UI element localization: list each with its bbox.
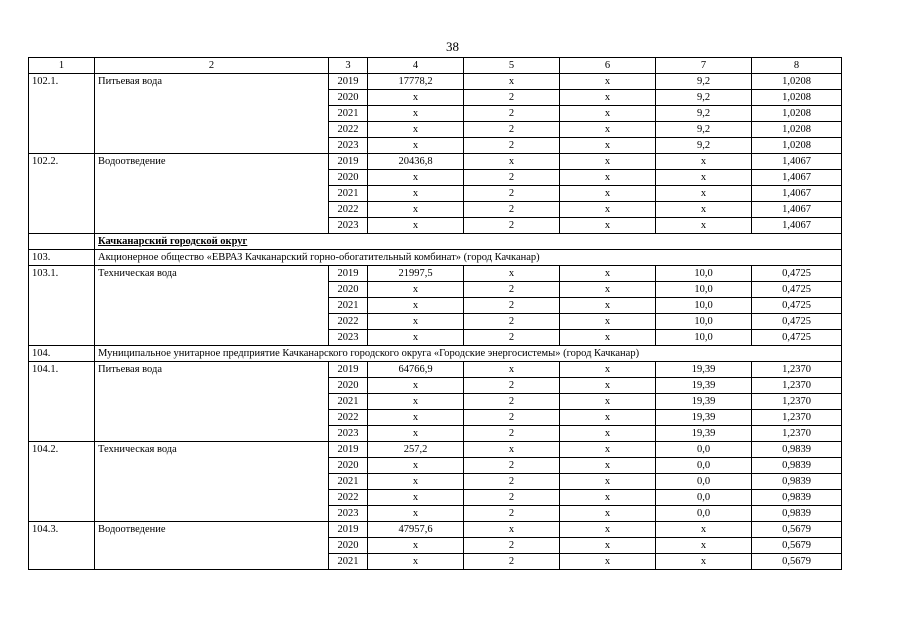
table-cell: x xyxy=(560,202,656,218)
table-cell: 64766,9 xyxy=(368,362,464,378)
table-cell: x xyxy=(560,106,656,122)
table-cell: x xyxy=(560,506,656,522)
table-cell: 10,0 xyxy=(656,266,752,282)
table-body xyxy=(29,58,842,570)
tariff-table xyxy=(28,57,842,570)
organization-row xyxy=(29,250,842,266)
table-cell: 1,0208 xyxy=(752,74,842,90)
item-number xyxy=(29,202,95,218)
table-cell: 1,2370 xyxy=(752,426,842,442)
table-row xyxy=(29,538,842,554)
section-heading-text: Качканарский городской округ xyxy=(98,236,248,247)
table-cell: 2022 xyxy=(329,314,368,330)
column-header: 3 xyxy=(329,58,368,74)
table-cell: 21997,5 xyxy=(368,266,464,282)
table-row xyxy=(29,314,842,330)
item-number: 102.2. xyxy=(29,154,95,170)
item-name: Питьевая вода xyxy=(95,74,329,90)
table-cell: 1,2370 xyxy=(752,394,842,410)
item-number xyxy=(29,554,95,570)
table-cell: 1,4067 xyxy=(752,170,842,186)
table-cell: 19,39 xyxy=(656,426,752,442)
item-name xyxy=(95,458,329,474)
table-cell: 0,0 xyxy=(656,442,752,458)
table-cell: 0,0 xyxy=(656,490,752,506)
table-cell: x xyxy=(560,330,656,346)
table-cell: x xyxy=(368,378,464,394)
table-cell: 257,2 xyxy=(368,442,464,458)
table-cell: x xyxy=(560,490,656,506)
table-cell: 1,4067 xyxy=(752,202,842,218)
table-cell: 2 xyxy=(464,394,560,410)
table-cell: 2 xyxy=(464,218,560,234)
table-cell: x xyxy=(656,170,752,186)
table-cell: 2 xyxy=(464,490,560,506)
table-cell: x xyxy=(368,474,464,490)
table-cell: x xyxy=(368,282,464,298)
table-cell: 0,9839 xyxy=(752,490,842,506)
table-cell: x xyxy=(464,362,560,378)
table-cell: 2019 xyxy=(329,522,368,538)
item-number xyxy=(29,490,95,506)
table-cell: x xyxy=(560,554,656,570)
item-name xyxy=(95,426,329,442)
item-number xyxy=(29,410,95,426)
table-cell: 2 xyxy=(464,314,560,330)
table-cell: 0,9839 xyxy=(752,506,842,522)
table-cell: 2 xyxy=(464,170,560,186)
table-row xyxy=(29,362,842,378)
table-row xyxy=(29,298,842,314)
item-name xyxy=(95,186,329,202)
table-cell: x xyxy=(560,426,656,442)
table-cell: 10,0 xyxy=(656,330,752,346)
item-number xyxy=(29,170,95,186)
table-cell: x xyxy=(560,474,656,490)
table-cell: 2021 xyxy=(329,394,368,410)
table-cell: 1,0208 xyxy=(752,90,842,106)
item-number xyxy=(29,458,95,474)
item-name: Водоотведение xyxy=(95,522,329,538)
table-row xyxy=(29,410,842,426)
table-row xyxy=(29,522,842,538)
table-cell: 2021 xyxy=(329,106,368,122)
table-cell: x xyxy=(368,202,464,218)
header-row xyxy=(29,58,842,74)
table-cell: 2 xyxy=(464,106,560,122)
item-number xyxy=(29,282,95,298)
item-number: 104.1. xyxy=(29,362,95,378)
item-number xyxy=(29,314,95,330)
item-name xyxy=(95,410,329,426)
table-cell: 2022 xyxy=(329,202,368,218)
table-cell: 2021 xyxy=(329,186,368,202)
table-cell: 2 xyxy=(464,90,560,106)
column-header: 4 xyxy=(368,58,464,74)
item-name xyxy=(95,314,329,330)
table-cell: x xyxy=(560,90,656,106)
table-cell: x xyxy=(560,378,656,394)
item-name xyxy=(95,538,329,554)
table-cell: 20436,8 xyxy=(368,154,464,170)
table-cell: x xyxy=(560,186,656,202)
table-cell: 1,2370 xyxy=(752,362,842,378)
table-cell: 1,2370 xyxy=(752,410,842,426)
table-cell: 0,5679 xyxy=(752,554,842,570)
table-cell: 17778,2 xyxy=(368,74,464,90)
item-number xyxy=(29,538,95,554)
table-row xyxy=(29,474,842,490)
org-name: Акционерное общество «ЕВРАЗ Качканарский горно-обогатительный комбинат» (город Качканар) xyxy=(95,250,842,266)
table-cell: x xyxy=(560,410,656,426)
table-cell: 47957,6 xyxy=(368,522,464,538)
table-row xyxy=(29,138,842,154)
table-cell: 2 xyxy=(464,410,560,426)
table-cell: x xyxy=(560,394,656,410)
table-cell: x xyxy=(368,122,464,138)
table-cell: 0,9839 xyxy=(752,474,842,490)
table-cell: 9,2 xyxy=(656,74,752,90)
item-name xyxy=(95,394,329,410)
table-cell: x xyxy=(368,138,464,154)
table-cell: 0,0 xyxy=(656,506,752,522)
table-cell: x xyxy=(560,522,656,538)
table-cell: x xyxy=(368,538,464,554)
item-number: 103.1. xyxy=(29,266,95,282)
table-cell: 1,0208 xyxy=(752,138,842,154)
table-row xyxy=(29,282,842,298)
table-cell: x xyxy=(368,410,464,426)
table-cell: 1,4067 xyxy=(752,186,842,202)
table-row xyxy=(29,106,842,122)
table-cell: x xyxy=(560,138,656,154)
table-cell: 2 xyxy=(464,554,560,570)
table-cell: 19,39 xyxy=(656,394,752,410)
table-cell: 9,2 xyxy=(656,90,752,106)
column-header: 7 xyxy=(656,58,752,74)
table-cell: 2 xyxy=(464,458,560,474)
table-cell: 2020 xyxy=(329,90,368,106)
item-name xyxy=(95,122,329,138)
table-cell: x xyxy=(656,218,752,234)
page-number: 38 xyxy=(446,39,459,54)
table-cell: x xyxy=(560,538,656,554)
item-number xyxy=(29,186,95,202)
org-number: 104. xyxy=(29,346,95,362)
table-cell: x xyxy=(368,90,464,106)
table-cell: 1,2370 xyxy=(752,378,842,394)
table-cell: 0,4725 xyxy=(752,330,842,346)
item-number xyxy=(29,90,95,106)
table-cell: 0,4725 xyxy=(752,282,842,298)
item-name xyxy=(95,106,329,122)
item-name xyxy=(95,474,329,490)
item-number xyxy=(29,330,95,346)
item-name: Водоотведение xyxy=(95,154,329,170)
table-cell: 0,5679 xyxy=(752,522,842,538)
table-cell: x xyxy=(368,218,464,234)
table-cell: 2 xyxy=(464,378,560,394)
table-cell: 2 xyxy=(464,186,560,202)
item-name xyxy=(95,298,329,314)
table-cell: 2023 xyxy=(329,218,368,234)
table-cell: 2 xyxy=(464,138,560,154)
table-row xyxy=(29,426,842,442)
table-cell: 2 xyxy=(464,298,560,314)
section-heading-row xyxy=(29,234,842,250)
table-row xyxy=(29,74,842,90)
table-cell: x xyxy=(656,554,752,570)
item-name xyxy=(95,506,329,522)
table-cell: 2 xyxy=(464,426,560,442)
table-cell: 2020 xyxy=(329,378,368,394)
table-cell: 19,39 xyxy=(656,362,752,378)
table-cell: 2022 xyxy=(329,490,368,506)
table-cell: 2021 xyxy=(329,474,368,490)
table-cell: x xyxy=(464,442,560,458)
table-cell: x xyxy=(656,186,752,202)
item-number xyxy=(29,218,95,234)
item-name: Техническая вода xyxy=(95,266,329,282)
table-cell: 2019 xyxy=(329,74,368,90)
table-cell: x xyxy=(368,554,464,570)
item-number xyxy=(29,138,95,154)
item-number xyxy=(29,394,95,410)
table-cell: x xyxy=(560,362,656,378)
table-cell: 2023 xyxy=(329,138,368,154)
table-cell: 10,0 xyxy=(656,282,752,298)
table-cell: 1,4067 xyxy=(752,218,842,234)
table-cell: x xyxy=(560,170,656,186)
table-row xyxy=(29,170,842,186)
table-cell: 2019 xyxy=(329,266,368,282)
table-cell: 0,4725 xyxy=(752,266,842,282)
item-name xyxy=(95,202,329,218)
table-cell: x xyxy=(368,186,464,202)
table-row xyxy=(29,458,842,474)
table-row xyxy=(29,490,842,506)
table-cell: x xyxy=(560,442,656,458)
table-row xyxy=(29,202,842,218)
org-name: Муниципальное унитарное предприятие Качканарского городского округа «Городские энергосистемы» (город Качканар) xyxy=(95,346,842,362)
table-cell: x xyxy=(368,394,464,410)
table-cell: x xyxy=(560,122,656,138)
table-cell: x xyxy=(464,154,560,170)
item-number xyxy=(29,426,95,442)
table-cell: 0,9839 xyxy=(752,458,842,474)
table-cell: 2 xyxy=(464,506,560,522)
organization-row xyxy=(29,346,842,362)
item-number xyxy=(29,106,95,122)
table-cell: 2020 xyxy=(329,170,368,186)
item-name xyxy=(95,554,329,570)
table-row xyxy=(29,90,842,106)
table-cell: 2 xyxy=(464,330,560,346)
table-cell: 2022 xyxy=(329,410,368,426)
table-cell: 9,2 xyxy=(656,138,752,154)
table-cell: x xyxy=(464,266,560,282)
item-number xyxy=(29,298,95,314)
table-cell: x xyxy=(560,266,656,282)
table-row xyxy=(29,186,842,202)
org-number: 103. xyxy=(29,250,95,266)
table-row xyxy=(29,218,842,234)
table-cell: 2020 xyxy=(329,282,368,298)
table-cell: 9,2 xyxy=(656,122,752,138)
section-heading xyxy=(95,234,842,250)
table-cell: x xyxy=(368,298,464,314)
table-row xyxy=(29,154,842,170)
item-name xyxy=(95,330,329,346)
item-number: 104.2. xyxy=(29,442,95,458)
item-name xyxy=(95,282,329,298)
item-number: 102.1. xyxy=(29,74,95,90)
table-cell: 2019 xyxy=(329,154,368,170)
table-cell: 1,0208 xyxy=(752,106,842,122)
column-header: 6 xyxy=(560,58,656,74)
table-cell: 9,2 xyxy=(656,106,752,122)
table-cell: 1,4067 xyxy=(752,154,842,170)
table-cell: x xyxy=(560,154,656,170)
table-cell: 10,0 xyxy=(656,314,752,330)
table-cell: 1,0208 xyxy=(752,122,842,138)
table-cell: 2 xyxy=(464,538,560,554)
table-cell: 10,0 xyxy=(656,298,752,314)
table-cell: 2020 xyxy=(329,458,368,474)
table-row xyxy=(29,122,842,138)
table-cell: x xyxy=(560,282,656,298)
item-number: 104.3. xyxy=(29,522,95,538)
table-cell: 2021 xyxy=(329,298,368,314)
table-cell: 2023 xyxy=(329,330,368,346)
table-cell: 19,39 xyxy=(656,378,752,394)
table-cell: 0,9839 xyxy=(752,442,842,458)
table-row xyxy=(29,394,842,410)
table-cell: x xyxy=(560,298,656,314)
table-row xyxy=(29,378,842,394)
item-name xyxy=(95,490,329,506)
table-row xyxy=(29,554,842,570)
table-cell: x xyxy=(656,538,752,554)
table-cell: x xyxy=(656,202,752,218)
table-row xyxy=(29,506,842,522)
table-cell: x xyxy=(368,490,464,506)
empty-cell xyxy=(29,234,95,250)
table-cell: 0,0 xyxy=(656,474,752,490)
column-header: 5 xyxy=(464,58,560,74)
table-cell: x xyxy=(368,330,464,346)
table-cell: x xyxy=(368,170,464,186)
table-cell: x xyxy=(464,74,560,90)
item-name xyxy=(95,378,329,394)
table-cell: 2021 xyxy=(329,554,368,570)
table-cell: x xyxy=(464,522,560,538)
table-cell: 19,39 xyxy=(656,410,752,426)
table-cell: 2 xyxy=(464,122,560,138)
table-cell: 2023 xyxy=(329,506,368,522)
item-name xyxy=(95,90,329,106)
table-cell: x xyxy=(656,154,752,170)
table-cell: x xyxy=(560,458,656,474)
table-cell: x xyxy=(368,458,464,474)
item-number xyxy=(29,474,95,490)
table-cell: 2022 xyxy=(329,122,368,138)
table-cell: x xyxy=(656,522,752,538)
column-header: 1 xyxy=(29,58,95,74)
table-cell: 2019 xyxy=(329,442,368,458)
item-number xyxy=(29,122,95,138)
table-cell: x xyxy=(560,314,656,330)
item-name xyxy=(95,170,329,186)
table-cell: 2 xyxy=(464,474,560,490)
column-header: 8 xyxy=(752,58,842,74)
table-row xyxy=(29,442,842,458)
table-cell: 0,4725 xyxy=(752,298,842,314)
column-header: 2 xyxy=(95,58,329,74)
table-cell: x xyxy=(368,106,464,122)
table-cell: 2023 xyxy=(329,426,368,442)
table-cell: 2 xyxy=(464,282,560,298)
table-cell: x xyxy=(368,314,464,330)
table-cell: x xyxy=(560,74,656,90)
table-cell: 0,0 xyxy=(656,458,752,474)
item-number xyxy=(29,378,95,394)
table-cell: x xyxy=(368,426,464,442)
table-cell: 0,4725 xyxy=(752,314,842,330)
table-cell: 2 xyxy=(464,202,560,218)
table-row xyxy=(29,330,842,346)
item-name: Техническая вода xyxy=(95,442,329,458)
table-cell: 2020 xyxy=(329,538,368,554)
item-name xyxy=(95,218,329,234)
item-name xyxy=(95,138,329,154)
item-name: Питьевая вода xyxy=(95,362,329,378)
table-row xyxy=(29,266,842,282)
table-cell: 2019 xyxy=(329,362,368,378)
item-number xyxy=(29,506,95,522)
table-cell: x xyxy=(560,218,656,234)
table-cell: 0,5679 xyxy=(752,538,842,554)
table-cell: x xyxy=(368,506,464,522)
